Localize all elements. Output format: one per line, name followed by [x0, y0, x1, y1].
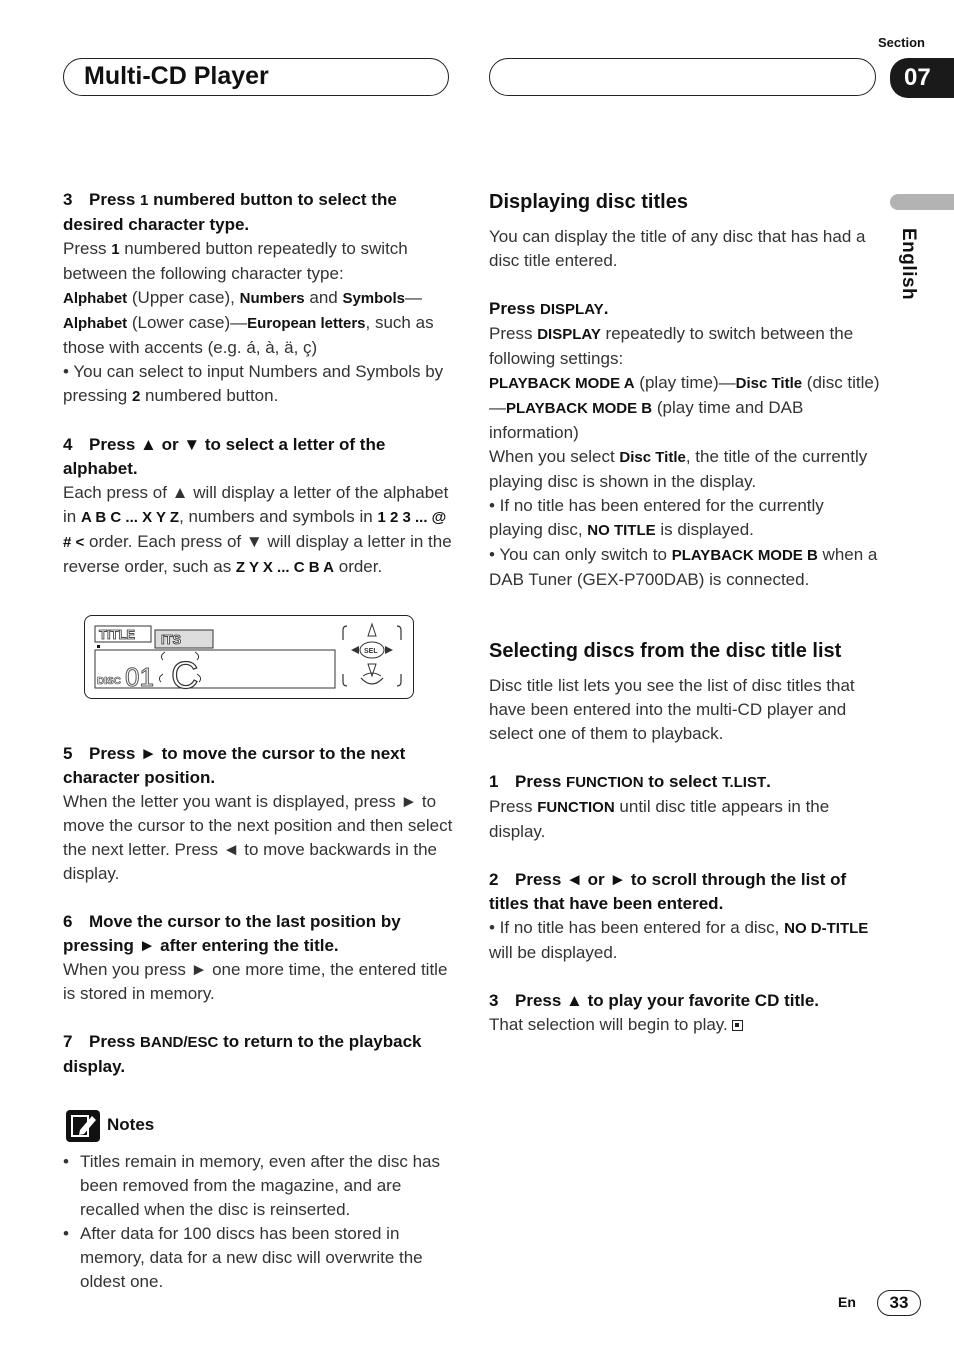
language-tab	[890, 194, 954, 210]
step-3-types: Alphabet (Upper case), Numbers and Symbols—Alphabet (Lower case)—European letters, such as those with accents (e.g. á, à, ä, ç)	[63, 288, 434, 357]
section-number: 07	[890, 58, 954, 98]
step-7-heading: 7 Press BAND/ESC to return to the playback display.	[63, 1032, 422, 1076]
no-title-bullet: • If no title has been entered for the currently playing disc, NO TITLE is displayed.	[489, 496, 824, 539]
lcd-sel-label: SEL	[364, 648, 378, 655]
notes-list	[63, 1150, 453, 1294]
step-3-bullet: • You can select to input Numbers and Symbols by pressing 2 numbered button.	[63, 362, 444, 405]
title-list-intro: Disc title list lets you see the list of disc titles that have been entered into the multi-CD player and select one of them to playback.	[489, 676, 855, 743]
disc-title-explanation: When you select Disc Title, the title of the currently playing disc is shown in the display.	[489, 447, 868, 491]
note-item: • Titles remain in memory, even after the disc has been removed from the magazine, and are recalled when the disc is reinserted.	[63, 1150, 453, 1222]
dab-bullet: • You can only switch to PLAYBACK MODE B when a DAB Tuner (GEX-P700DAB) is connected.	[489, 545, 878, 589]
lcd-display-illustration	[84, 615, 414, 699]
lcd-graphic	[85, 616, 412, 697]
language-label: English	[898, 228, 919, 301]
step-4-body: Each press of ▲ will display a letter of the alphabet in A B C ... X Y Z, numbers and symbols in 1 2 3 ... @ # < order. Each press of ▼ will display a letter in the reverse order, such as Z Y X ... C B A order.	[63, 483, 452, 576]
header-blank-box	[489, 58, 876, 96]
press-display-body: Press DISPLAY repeatedly to switch between the following settings:	[489, 324, 854, 368]
tl-step-2-bullet: • If no title has been entered for a disc, NO D-TITLE will be displayed.	[489, 918, 869, 962]
lcd-title-label: TITLE	[99, 627, 136, 642]
press-display-step: Press DISPLAY.	[489, 299, 609, 318]
chapter-title-box	[63, 58, 449, 96]
step-6-body: When you press ► one more time, the entered title is stored in memory.	[63, 960, 448, 1003]
lcd-disc-label: DISC	[97, 676, 121, 687]
tl-step-3-body: That selection will begin to play.	[489, 1013, 881, 1037]
step-6-heading: 6 Move the cursor to the last position by pressing ► after entering the title.	[63, 912, 401, 955]
note-item: • After data for 100 discs has been stored in memory, data for a new disc will overwrite the oldest one.	[63, 1222, 453, 1294]
tl-step-3-heading: 3 Press ▲ to play your favorite CD title.	[489, 991, 820, 1010]
step-5-heading: 5 Press ► to move the cursor to the next character position.	[63, 744, 406, 787]
displaying-intro: You can display the title of any disc that has had a disc title entered.	[489, 227, 866, 270]
step-4-heading: 4 Press ▲ or ▼ to select a letter of the alphabet.	[63, 435, 386, 478]
step-3-body: Press 1 numbered button repeatedly to switch between the following character type:	[63, 239, 408, 283]
footer-language: En	[838, 1294, 856, 1310]
display-settings-list: PLAYBACK MODE A (play time)—Disc Title (disc title)—PLAYBACK MODE B (play time and DAB information)	[489, 373, 880, 442]
lcd-character: C	[171, 655, 199, 697]
step-5-body: When the letter you want is displayed, press ► to move the cursor to the next position and then select the next letter. Press ◄ to move backwards in the display.	[63, 792, 453, 883]
left-column-bottom	[63, 742, 453, 1079]
page-number: 33	[877, 1290, 921, 1316]
section-label: Section	[878, 35, 925, 50]
step-3-heading: 3 Press 1 numbered button to select the desired character type.	[63, 190, 397, 234]
lcd-its-label: ITS	[161, 632, 182, 647]
tl-step-2-heading: 2 Press ◄ or ► to scroll through the list of titles that have been entered.	[489, 870, 847, 913]
tl-step-1-body: Press FUNCTION until disc title appears in the display.	[489, 797, 830, 841]
lcd-disc-number: 01	[125, 662, 154, 692]
heading-displaying-disc-titles: Displaying disc titles	[489, 191, 688, 213]
left-column-top	[63, 188, 453, 580]
notes-pencil-icon	[66, 1110, 100, 1142]
right-column	[489, 189, 881, 1037]
end-of-section-icon	[732, 1020, 743, 1031]
chapter-title: Multi-CD Player	[84, 62, 269, 90]
joystick-icon	[343, 624, 401, 686]
heading-selecting-discs: Selecting discs from the disc title list	[489, 640, 842, 662]
tl-step-1-heading: 1 Press FUNCTION to select T.LIST.	[489, 772, 771, 791]
notes-label: Notes	[107, 1115, 155, 1134]
